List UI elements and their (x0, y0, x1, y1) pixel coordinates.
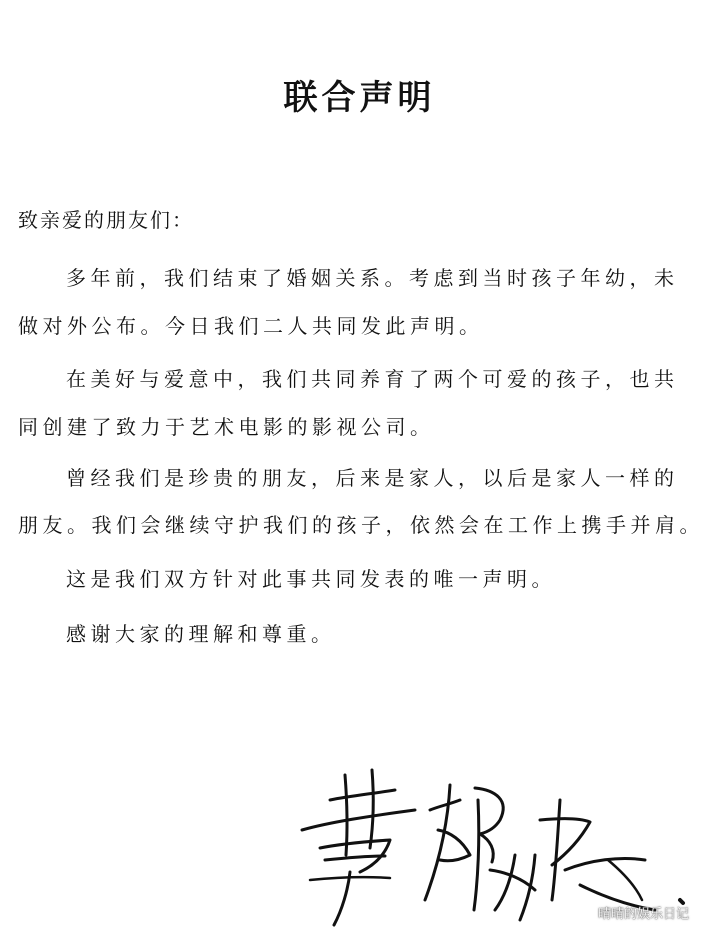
paragraph-2-line-2: 同创建了致力于艺术电影的影视公司。 (18, 415, 435, 439)
paragraph-1-line-1: 多年前，我们结束了婚姻关系。考虑到当时孩子年幼，未 (66, 266, 679, 290)
paragraph-3-line-2: 朋友。我们会继续守护我们的孩子，依然会在工作上携手并肩。 (18, 513, 704, 537)
closing-line: 感谢大家的理解和尊重。 (66, 622, 336, 646)
watermark-text: 晴晴的娱乐日记 (598, 907, 690, 922)
paragraph-1-line-2: 做对外公布。今日我们二人共同发此声明。 (18, 314, 484, 338)
paragraph-2-line-1: 在美好与爱意中，我们共同养育了两个可爱的孩子，也共 (66, 367, 679, 391)
paragraph-3-line-1: 曾经我们是珍贵的朋友，后来是家人，以后是家人一样的 (66, 466, 679, 490)
paragraph-4-line: 这是我们双方针对此事共同发表的唯一声明。 (66, 567, 556, 591)
greeting-line: 致亲爱的朋友们： (18, 208, 194, 232)
document-title: 联合声明 (283, 78, 436, 118)
